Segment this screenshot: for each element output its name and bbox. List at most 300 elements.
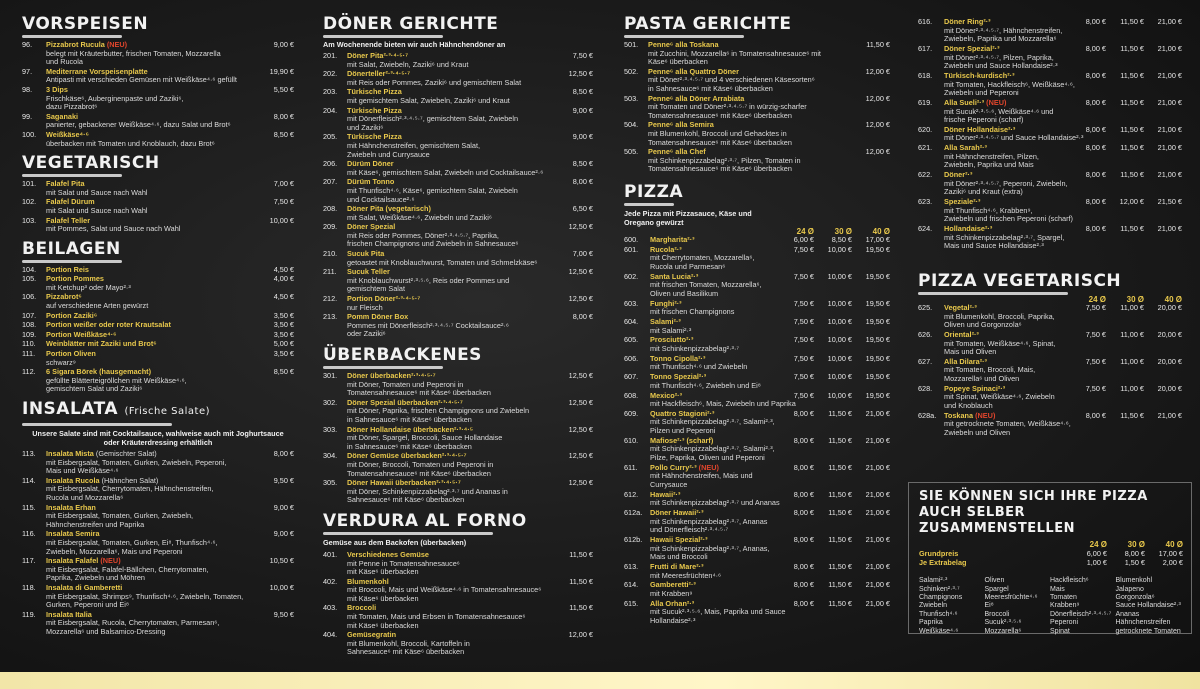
item-description: Hollandaise²·³ <box>650 617 696 626</box>
item-name <box>648 121 848 130</box>
item-row <box>624 491 890 500</box>
item-name <box>46 86 252 95</box>
item-price: 8,00 € <box>572 312 593 322</box>
item-price: 7,50 € <box>572 51 593 60</box>
item-row <box>323 631 593 640</box>
item-name <box>347 223 551 232</box>
item-number: 601. <box>624 244 639 254</box>
item-name-text: Insalata di Gamberetti <box>46 583 123 592</box>
item-number: 207. <box>323 177 338 187</box>
item-row <box>22 41 294 50</box>
item-row <box>323 88 593 97</box>
item-price: 6,50 € <box>572 204 593 214</box>
section-beilagen <box>22 239 294 394</box>
item-name-text: Insalata Mista <box>46 450 94 458</box>
item-name-text: Döner Spezial überbacken²·³·⁴·⁵·⁷ <box>347 398 463 407</box>
menu-item <box>624 148 890 174</box>
item-description: mit Schinkenpizzabelag²·³·⁷, Pilzen, Tomaten in <box>648 156 801 165</box>
item-price: 11,50 € <box>1120 124 1144 134</box>
item-name-text: Türkische Pizza <box>347 106 402 115</box>
menu-item <box>323 604 593 630</box>
item-number: 625. <box>918 302 933 312</box>
item-name <box>46 275 252 284</box>
title-underline <box>624 35 744 38</box>
item-number: 102. <box>22 197 37 207</box>
item-description: auf verschiedene Arten gewürzt <box>46 302 149 311</box>
item-row <box>918 304 1182 313</box>
item-description: Mais und Weißkäse⁴·⁶ <box>46 467 119 476</box>
item-name-text: Frutti di Mare²·³ <box>650 563 704 572</box>
item-row <box>22 321 294 330</box>
item-description: mit Tomaten, Broccoli, Mais, <box>944 366 1036 375</box>
item-price: 8,50 € <box>572 87 593 97</box>
item-price: 7,50 € <box>1085 302 1106 312</box>
item-number: 603. <box>624 298 639 308</box>
item-prices <box>1068 385 1182 394</box>
item-description: getoastet mit Knoblauchwurst, Tomaten und Schmelzkäse⁶ <box>347 258 538 267</box>
menu-item <box>624 437 890 463</box>
item-description: mit Blumenkohl, Broccoli, Kartoffeln in <box>347 639 470 648</box>
menu-item <box>22 131 294 148</box>
item-price: 11,50 € <box>1120 224 1144 234</box>
item-number: 614. <box>624 580 639 590</box>
item-name <box>944 198 1068 207</box>
item-name-text: Portion Weißkäse⁴·⁶ <box>46 330 117 339</box>
item-description: mit Tomaten, Mais und Erbsen in Tomatensahnesauce⁶ <box>347 613 526 622</box>
item-description: Sahnesauce⁶ mit Käse⁶ überbacken <box>347 496 465 505</box>
item-price: 21,50 € <box>1157 197 1182 207</box>
item-description: mit frischen Champignons <box>650 308 735 317</box>
item-name <box>46 131 252 140</box>
item-name-text: Prosciutto²·³ <box>650 336 694 345</box>
item-description: und Rucola <box>46 58 83 67</box>
item-description: Zwiebeln und Peperoni <box>944 89 1019 98</box>
item-number: 612b. <box>624 535 643 545</box>
item-number: 106. <box>22 292 37 302</box>
topping-item: Dönerfleisch²·³·⁴·⁵·⁷ <box>1050 610 1112 618</box>
item-description: Zwiebeln, Mozzarella⁶, Mais und Peperoni <box>46 547 183 556</box>
item-name <box>46 331 252 340</box>
menu-item <box>323 295 593 312</box>
item-price: 21,00 € <box>1157 43 1182 53</box>
item-name-text: Hawaii Spezial²·³ <box>650 536 708 545</box>
item-row <box>918 331 1182 340</box>
item-price: 11,50 € <box>828 462 852 472</box>
item-name <box>347 70 551 79</box>
item-price: 21,00 € <box>865 562 890 572</box>
menu-item <box>323 313 593 339</box>
item-row <box>22 450 294 459</box>
item-number: 302. <box>323 397 338 407</box>
item-description: Mozzarella⁶ und Oliven <box>944 375 1020 384</box>
item-number: 204. <box>323 105 338 115</box>
item-price: 21,00 € <box>865 598 890 608</box>
item-name <box>347 295 551 304</box>
menu-item <box>22 504 294 530</box>
item-row <box>22 131 294 140</box>
item-price: 19,50 € <box>865 353 890 363</box>
item-price: 8,00 € <box>793 562 814 572</box>
item-name <box>650 410 776 419</box>
item-number: 103. <box>22 215 37 225</box>
item-name <box>650 236 776 245</box>
item-number: 613. <box>624 562 639 572</box>
item-name-text: Alla Orhan²·³ <box>650 599 695 608</box>
item-price: 10,00 € <box>269 582 294 592</box>
item-name <box>46 312 252 321</box>
item-price: 8,00 € <box>793 462 814 472</box>
item-number: 213. <box>323 312 338 322</box>
item-prices <box>1068 144 1182 153</box>
item-prices <box>776 563 890 572</box>
section-title: VERDURA AL FORNO <box>323 510 527 531</box>
item-row <box>624 246 890 255</box>
item-price: 8,50 € <box>273 129 294 139</box>
item-row <box>22 368 294 377</box>
menu-item <box>22 368 294 394</box>
item-name <box>944 144 1068 153</box>
item-name <box>944 358 1068 367</box>
item-number: 98. <box>22 84 33 94</box>
item-name-text: Weißkäse⁴·⁶ <box>46 130 89 139</box>
item-number: 616. <box>918 17 933 26</box>
item-name <box>46 584 252 593</box>
section-note: Jede Pizza mit Pizzasauce, Käse und Oregano gewürzt <box>624 208 752 227</box>
item-name <box>944 171 1068 180</box>
item-name-text: Penne⁶ alla Quattro Döner <box>648 67 739 76</box>
item-description: gemischtem Salat <box>347 285 405 294</box>
item-price: 7,50 € <box>1085 356 1106 366</box>
item-row <box>624 437 890 446</box>
item-price: 20,00 € <box>1157 302 1182 312</box>
topping-item: Ananas <box>1115 610 1140 618</box>
item-price: 7,50 € <box>793 271 814 281</box>
item-row <box>22 312 294 321</box>
item-description: Tomatensahnesauce⁶ mit Käse⁶ überbacken <box>648 111 792 120</box>
item-description: mit Döner, Schinkenpizzabelag²·³·⁷ und Ananas in <box>347 487 508 496</box>
item-price: 8,00 € <box>1085 43 1106 53</box>
item-name-text: Döner Hollandaise²·³ <box>944 125 1016 134</box>
topping-item: Paprika <box>919 619 943 627</box>
item-description: mit Thunfisch⁴·⁶, Krabben⁹, <box>944 206 1033 215</box>
item-price: 19,50 € <box>865 372 890 382</box>
topping-item: Sucuk²·³·⁵·⁶ <box>984 619 1022 627</box>
section-vegetarisch <box>22 153 294 234</box>
topping-item: Spinat <box>1050 627 1070 635</box>
item-name-text: Penne⁶ alla Semira <box>648 121 714 130</box>
item-description: mit Döner²·³·⁴·⁵·⁷, Hähnchenstreifen, <box>944 26 1063 35</box>
item-name <box>347 426 551 435</box>
item-description: Mais und Oliven <box>944 348 997 357</box>
item-number: 209. <box>323 222 338 232</box>
item-number: 610. <box>624 435 639 445</box>
item-number: 404. <box>323 630 338 640</box>
item-description: mit Salat und Sauce nach Wahl <box>46 188 148 197</box>
item-name-text: Hawaii²·³ <box>650 490 681 499</box>
item-price: 9,50 € <box>273 609 294 619</box>
item-price: 11,50 € <box>866 40 890 49</box>
menu-item <box>624 121 890 147</box>
item-name <box>944 412 1068 421</box>
item-name <box>650 536 776 545</box>
section-note: Gemüse aus dem Backofen (überbacken) <box>323 537 467 547</box>
item-name-text: Vegetal²·³ <box>944 303 977 312</box>
item-description: mit Döner²·³·⁴·⁵·⁷ und 4 verschiedenen Käsesorten⁶ <box>648 76 815 85</box>
item-row <box>918 171 1182 180</box>
item-row <box>22 180 294 189</box>
item-number: 611. <box>624 462 638 472</box>
item-name <box>347 372 551 381</box>
item-price: 21,00 € <box>865 535 890 545</box>
item-description: nur Fleisch <box>347 303 383 312</box>
item-name-text: Portion Reis <box>46 265 89 274</box>
item-number: 605. <box>624 335 639 345</box>
menu-item <box>918 126 1182 143</box>
bottom-strip <box>0 672 1200 689</box>
item-number: 105. <box>22 274 37 284</box>
item-price: 21,00 € <box>865 489 890 499</box>
item-row <box>918 358 1182 367</box>
item-price: 11,50 € <box>828 435 852 445</box>
item-name-text: Tonno Cipolla²·³ <box>650 354 706 363</box>
item-row <box>323 52 593 61</box>
menu-item <box>624 509 890 535</box>
item-name <box>650 246 776 255</box>
menu-item <box>918 45 1182 71</box>
item-row <box>624 273 890 282</box>
item-number: 606. <box>624 353 639 363</box>
menu-item <box>323 88 593 105</box>
item-description: mit Thunfisch⁴·⁶, Zwiebeln und Ei⁸ <box>650 381 761 390</box>
item-number: 113. <box>22 449 36 458</box>
section-pizza-veg <box>918 271 1182 438</box>
item-row <box>323 604 593 613</box>
item-name-text: Pollo Curry²·³ <box>650 463 697 472</box>
item-number: 501. <box>624 40 639 49</box>
item-name-text: Döner Spezial²·³ <box>944 44 1000 53</box>
item-description: Zaziki⁶ und Kraut (extra) <box>944 188 1023 197</box>
item-price: 11,00 € <box>1120 329 1144 339</box>
item-row <box>22 68 294 77</box>
item-price: 21,00 € <box>1157 70 1182 80</box>
menu-item <box>918 171 1182 197</box>
item-name <box>650 373 776 382</box>
item-description: mit Salat, Weißkäse⁴·⁶, Zwiebeln und Zaziki⁶ <box>347 213 492 222</box>
item-name-text: Pizzabrot Rucula <box>46 41 105 49</box>
item-price: 12,00 € <box>1119 197 1144 207</box>
item-name <box>347 178 551 187</box>
item-number: 109. <box>22 329 37 339</box>
item-name-text: Pizzabrot⁶ <box>46 293 82 302</box>
item-name-text: Speziale²·³ <box>944 198 981 207</box>
item-price: 21,00 € <box>1157 143 1182 153</box>
topping-item: Zwiebeln <box>919 602 948 610</box>
item-price: 11,00 € <box>1120 383 1144 393</box>
item-description: gemischtem Salat und Zaziki⁶ <box>46 385 143 394</box>
menu-item <box>624 95 890 121</box>
toppings-column <box>1050 577 1116 636</box>
item-prices <box>1068 126 1182 135</box>
item-name-text: Gamberetti²·³ <box>650 581 696 590</box>
item-description: und Cocktailsauce²·⁶ <box>347 195 415 204</box>
item-extra: (Hähnchen Salat) <box>101 476 159 485</box>
menu-item <box>22 340 294 349</box>
item-row <box>22 504 294 513</box>
item-description: mit Schinkenpizzabelag²·³·⁷, Salami²·³, <box>650 418 775 427</box>
item-row <box>323 295 593 304</box>
item-description: Frischkäse⁶, Auberginenpaste und Zaziki⁶, <box>46 94 184 103</box>
item-price: 10,00 € <box>827 271 852 281</box>
menu-item <box>918 72 1182 98</box>
item-row <box>918 45 1182 54</box>
item-row <box>323 479 593 488</box>
item-description: und Dönerfleisch²·³·⁴·⁵·⁷ <box>650 526 729 535</box>
menu-item <box>624 273 890 299</box>
item-price: 3,50 € <box>273 329 294 339</box>
item-name <box>46 477 252 486</box>
item-price: 20,00 € <box>1157 356 1182 366</box>
item-name-text: Verschiedenes Gemüse <box>347 550 429 559</box>
section-title: DÖNER GERICHTE <box>323 14 499 34</box>
item-description: mit Schinkenpizzabelag²·³·⁷ <box>650 344 740 353</box>
item-price: 12,00 € <box>865 66 890 76</box>
item-name <box>347 479 551 488</box>
item-name-text: Falafel Dürum <box>46 198 95 207</box>
menu-item <box>624 410 890 436</box>
item-prices <box>776 509 890 518</box>
item-price: 7,50 € <box>793 372 814 382</box>
item-row <box>624 41 890 50</box>
item-description: Mais und Sauce Hollandaise²·³ <box>944 242 1044 251</box>
item-price: 21,00 € <box>865 435 890 445</box>
item-row <box>323 133 593 142</box>
item-price: 11,50 € <box>569 603 593 613</box>
menu-item <box>323 223 593 249</box>
item-price: 11,50 € <box>1120 410 1144 420</box>
item-description: mit Döner²·³·⁴·⁵·⁷ und Sauce Hollandaise²·³ <box>944 134 1084 143</box>
item-description: belegt mit Kräuterbutter, frischen Tomaten, Mozzarella <box>46 49 221 58</box>
item-row <box>624 318 890 327</box>
topping-item: Blumenkohl <box>1115 577 1153 585</box>
item-price: 11,50 € <box>828 508 852 518</box>
item-price: 8,00 € <box>793 508 814 518</box>
item-name <box>650 509 776 518</box>
item-number: 618. <box>918 70 933 80</box>
item-row <box>22 331 294 340</box>
item-price: 8,50 € <box>572 159 593 169</box>
topping-item: Weißkäse⁴·⁶ <box>919 627 959 635</box>
item-name-text: Mediterrane Vorspeisenplatte <box>46 67 148 76</box>
item-name-text: Döner²·³ <box>944 171 973 180</box>
item-price: 9,50 € <box>273 475 294 485</box>
item-number: 99. <box>22 111 33 121</box>
item-price: 12,50 € <box>568 478 593 488</box>
topping-item: Hähnchenstreifen <box>1115 619 1171 627</box>
topping-item: Krabben⁹ <box>1050 602 1080 610</box>
menu-item <box>918 225 1182 251</box>
item-price: 7,50 € <box>1085 329 1106 339</box>
item-row <box>624 300 890 309</box>
item-name <box>46 198 252 207</box>
item-price: 7,50 € <box>793 335 814 345</box>
item-number: 502. <box>624 66 639 76</box>
item-prices <box>776 318 890 327</box>
menu-item <box>624 581 890 598</box>
item-prices <box>1068 358 1182 367</box>
item-price: 9,00 € <box>273 529 294 539</box>
item-description: mit Hähnchenstreifen, gemischtem Salat, <box>347 141 481 150</box>
menu-item <box>323 479 593 505</box>
item-description: mit Eisbergsalat, Falafel-Bällchen, Cherrytomaten, <box>46 565 209 574</box>
item-prices <box>776 600 890 609</box>
menu-item <box>22 41 294 67</box>
size-header: 24 Ø 30 Ø 40 Ø <box>1089 540 1183 549</box>
section-vorspeisen <box>22 14 294 148</box>
section-note: Am Wochenende bieten wir auch Hähnchendöner an <box>323 40 506 49</box>
title-underline <box>323 366 443 369</box>
menu-item <box>323 107 593 133</box>
item-name <box>347 631 551 640</box>
section-insalata <box>22 399 294 636</box>
item-prices <box>776 410 890 419</box>
item-price: 12,00 € <box>865 93 890 103</box>
item-price: 9,00 € <box>273 502 294 512</box>
toppings-column <box>919 577 985 636</box>
item-name <box>650 491 776 500</box>
menu-item <box>624 536 890 562</box>
item-number: 627. <box>918 356 933 366</box>
item-description: panierter, gebackener Weißkäse⁴·⁶, dazu Salat und Brot⁶ <box>46 121 231 130</box>
topping-item: Thunfisch⁴·⁶ <box>919 610 958 618</box>
item-number: 612a. <box>624 508 643 518</box>
item-name <box>944 385 1068 394</box>
item-price: 8,50 € <box>831 234 852 244</box>
item-name-text: Insalata Erhan <box>46 503 96 512</box>
item-row <box>22 557 294 566</box>
item-name <box>46 368 252 377</box>
item-row <box>22 293 294 302</box>
item-description: gefüllte Blätterteigröllchen mit Weißkäse⁴·⁶, <box>46 376 187 385</box>
item-name <box>347 551 551 560</box>
item-name <box>46 611 252 620</box>
item-number: 110. <box>22 339 36 349</box>
menu-item <box>624 491 890 508</box>
item-number: 615. <box>624 598 639 608</box>
item-row <box>22 477 294 486</box>
item-prices <box>1068 331 1182 340</box>
item-name <box>347 205 551 214</box>
topping-item: Tomaten <box>1050 594 1077 601</box>
item-name-text: Sucuk Teller <box>347 268 390 277</box>
item-price: 12,00 € <box>865 120 890 130</box>
item-price: 8,00 € <box>273 111 294 121</box>
item-name-text: Santa Lucia²·³ <box>650 272 699 281</box>
item-price: 8,00 € <box>1085 224 1106 234</box>
menu-item <box>22 293 294 310</box>
section-note: Unsere Salate sind mit Cocktailsauce, wahlweise auch mit Joghurtsauce oder Kräuterdressing erhältlich <box>32 429 284 447</box>
item-name <box>650 273 776 282</box>
title-underline <box>22 423 172 426</box>
menu-item <box>624 246 890 272</box>
item-number: 104. <box>22 264 37 274</box>
section-title: PASTA GERICHTE <box>624 14 792 34</box>
item-description: mit Ketchup³ oder Mayo²·³ <box>46 283 131 292</box>
item-price: 3,50 € <box>273 310 294 320</box>
topping-item: Mais <box>1050 585 1065 593</box>
item-price: 11,50 € <box>828 562 852 572</box>
item-number: 626. <box>918 329 933 339</box>
section-title: VORSPEISEN <box>22 14 149 34</box>
